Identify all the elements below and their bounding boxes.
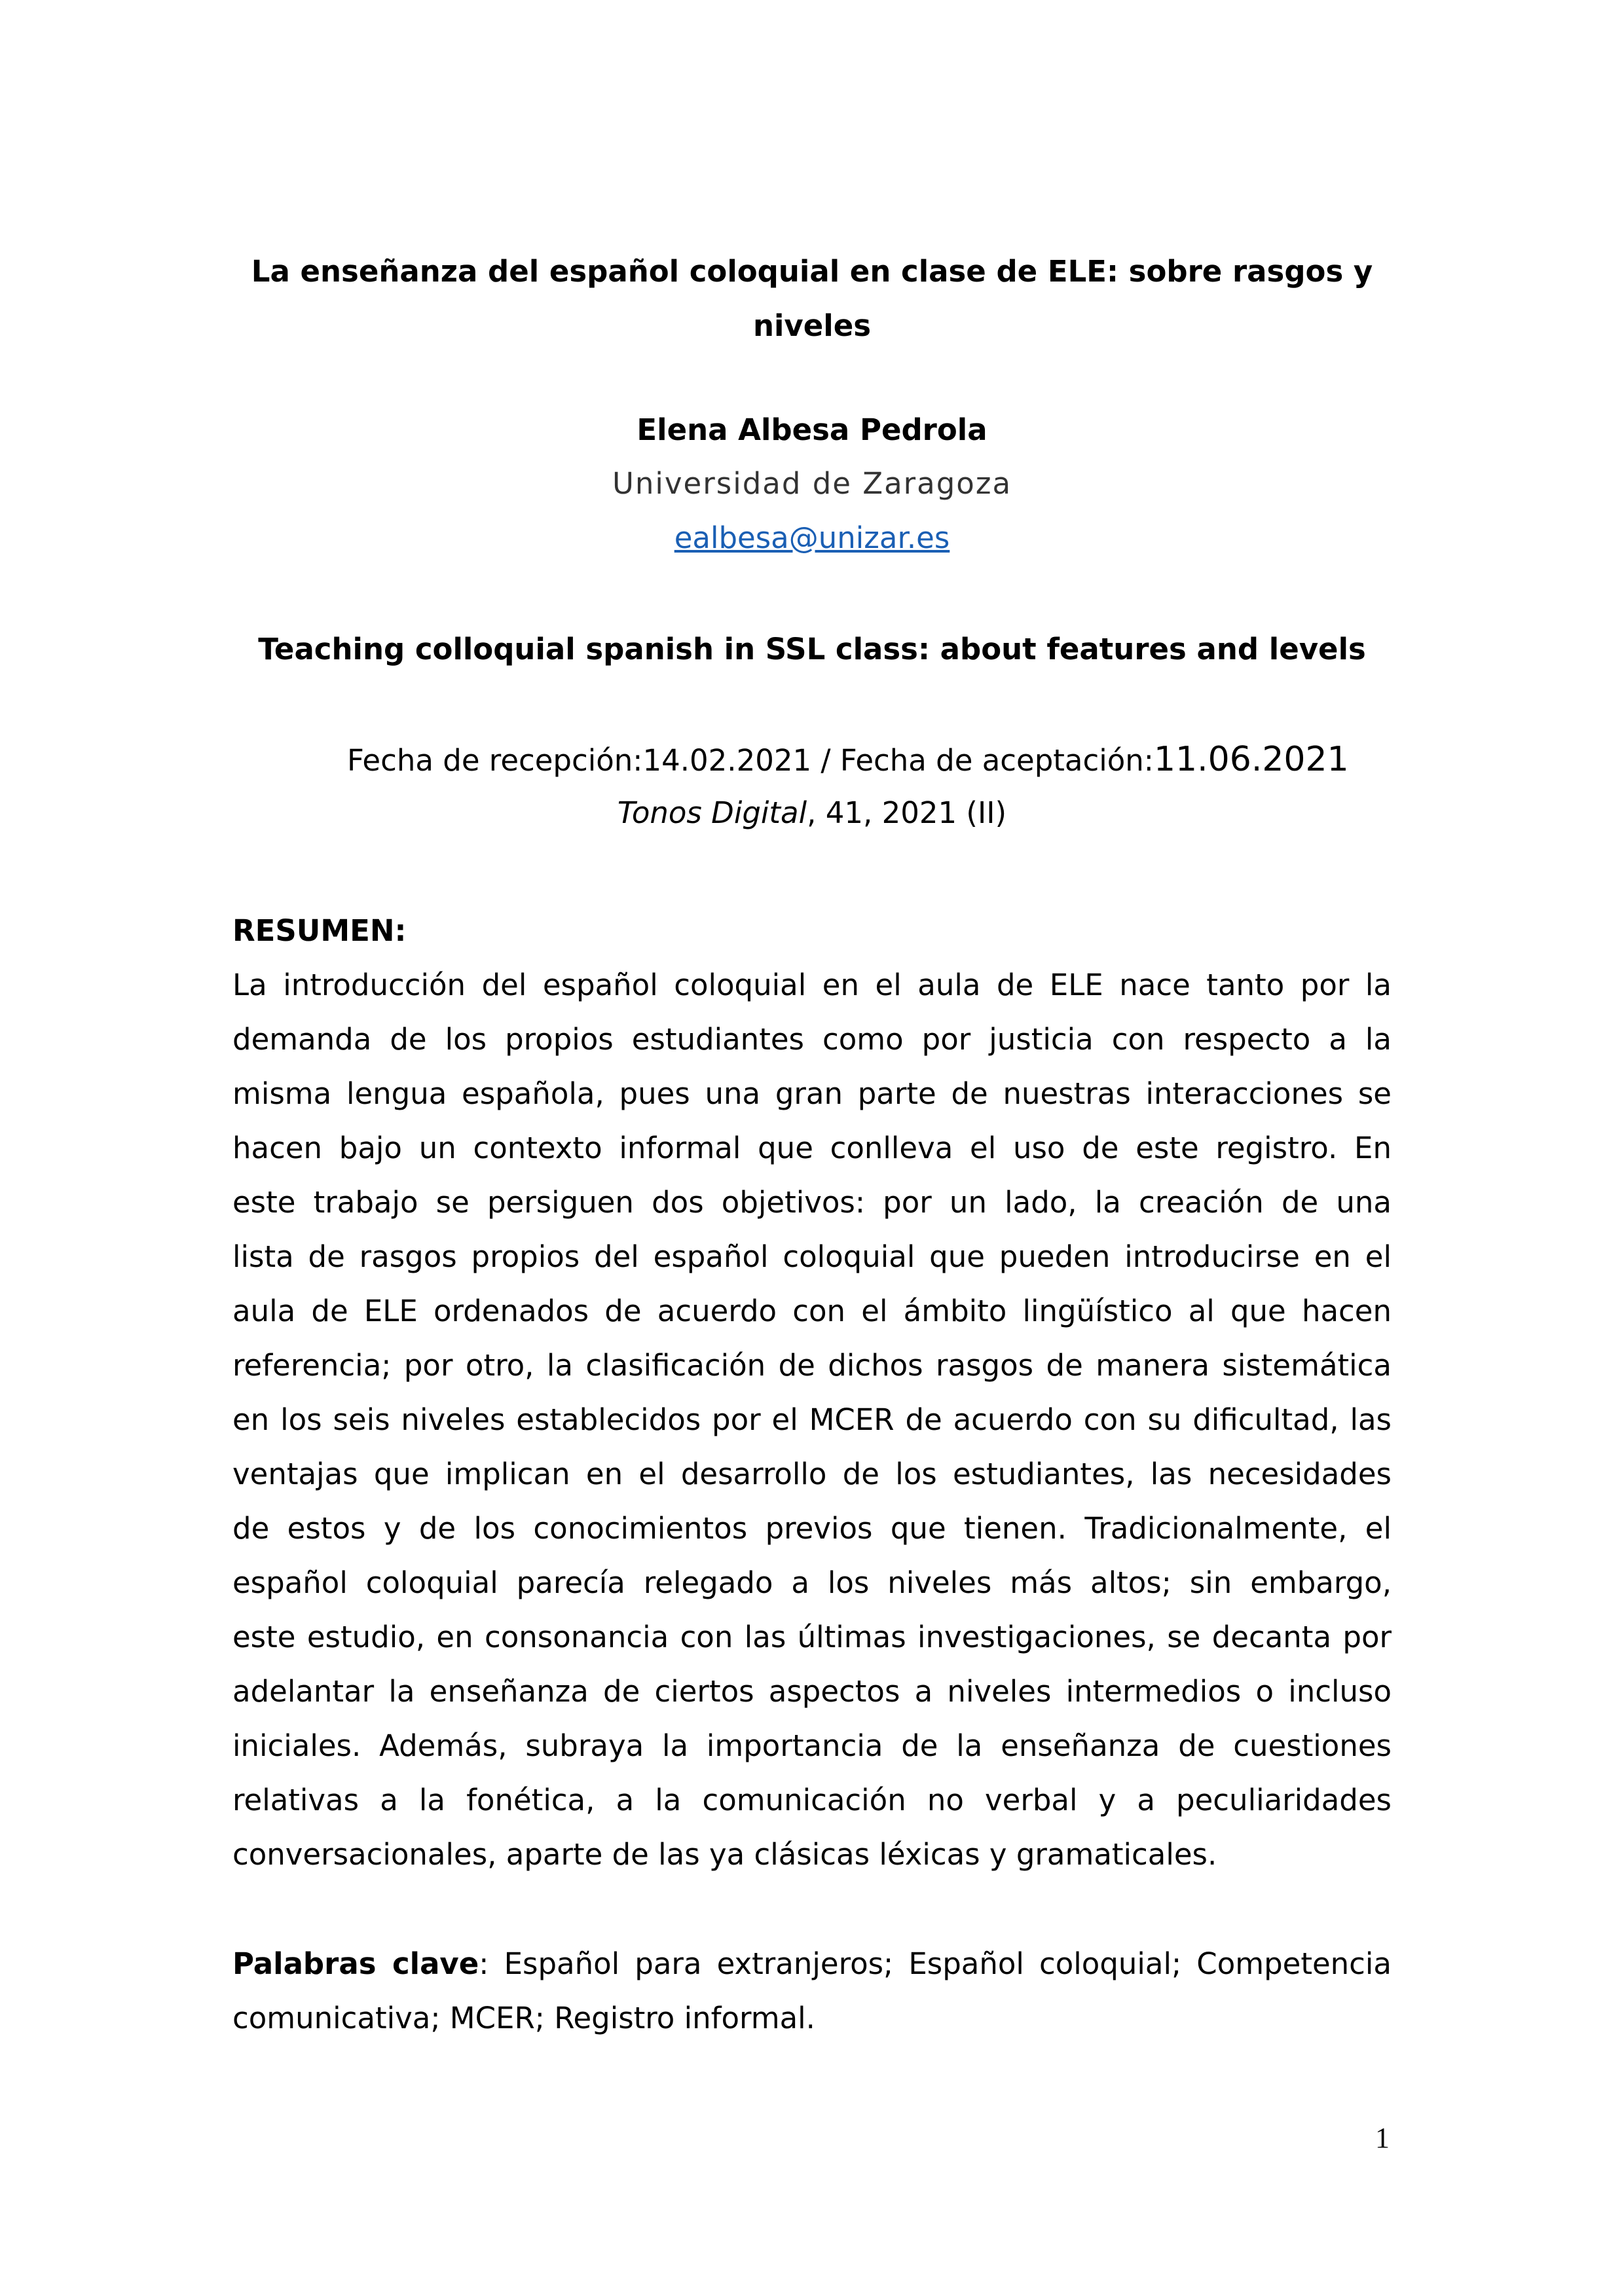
author-name: Elena Albesa Pedrola <box>637 412 987 447</box>
abstract-line: español coloquial parecía relegado a los niveles más altos; sin embargo, <box>232 1565 1392 1600</box>
article-title-line-1: La enseñanza del español coloquial en clase de ELE: sobre rasgos y <box>251 254 1373 289</box>
keywords-label: Palabras clave <box>232 1946 479 1981</box>
abstract-line: adelantar la enseñanza de ciertos aspectos a niveles intermedios o incluso <box>232 1674 1392 1709</box>
english-title: Teaching colloquial spanish in SSL class: about features and levels <box>258 632 1366 666</box>
dates-line <box>347 740 1392 779</box>
author-email-link[interactable]: ealbesa@unizar.es <box>674 520 950 555</box>
abstract-line: este trabajo se persiguen dos objetivos: por un lado, la creación de una <box>232 1185 1392 1220</box>
journal-name: Tonos Digital <box>617 795 807 830</box>
abstract-line: de estos y de los conocimientos previos que tienen. Tradicionalmente, el <box>232 1511 1392 1546</box>
reception-date: 14.02.2021 <box>642 743 812 778</box>
abstract-heading: RESUMEN: <box>232 913 407 948</box>
author-affiliation: Universidad de Zaragoza <box>612 466 1012 501</box>
abstract-line: en los seis niveles establecidos por el MCER de acuerdo con su dificultad, las <box>232 1402 1392 1437</box>
reception-label: Fecha de recepción: <box>347 743 643 778</box>
acceptance-label: Fecha de aceptación: <box>840 743 1154 778</box>
journal-details: , 41, 2021 (II) <box>807 795 1007 830</box>
abstract-line: este estudio, en consonancia con las últimas investigaciones, se decanta por <box>232 1620 1392 1654</box>
abstract-line: referencia; por otro, la clasificación de dichos rasgos de manera sistemática <box>232 1348 1392 1383</box>
abstract-line: misma lengua española, pues una gran parte de nuestras interacciones se <box>232 1076 1392 1111</box>
abstract-line: demanda de los propios estudiantes como por justicia con respecto a la <box>232 1022 1392 1057</box>
abstract-body <box>232 958 1392 1882</box>
abstract-line: ventajas que implican en el desarrollo de los estudiantes, las necesidades <box>232 1457 1392 1491</box>
keywords-line-2: comunicativa; MCER; Registro informal. <box>232 2001 815 2035</box>
dates-separator: / <box>811 743 840 778</box>
abstract-line: hacen bajo un contexto informal que conlleva el uso de este registro. En <box>232 1131 1392 1165</box>
abstract-line: iniciales. Además, subraya la importancia de la enseñanza de cuestiones <box>232 1728 1392 1763</box>
abstract-line: relativas a la fonética, a la comunicación no verbal y a peculiaridades <box>232 1783 1392 1817</box>
keywords-section <box>232 1937 1392 2045</box>
abstract-line: conversacionales, aparte de las ya clásicas léxicas y gramaticales. <box>232 1837 1217 1872</box>
article-title <box>232 244 1392 353</box>
abstract-line: aula de ELE ordenados de acuerdo con el ámbito lingüístico al que hacen <box>232 1294 1392 1328</box>
journal-reference <box>232 795 1392 830</box>
keywords-text-1: : Español para extranjeros; Español coloquial; Competencia <box>479 1946 1392 1981</box>
author-email-wrapper <box>232 520 1392 555</box>
abstract-line: lista de rasgos propios del español coloquial que pueden introducirse en el <box>232 1239 1392 1274</box>
acceptance-date: 11.06.2021 <box>1153 740 1349 779</box>
keywords-line-1 <box>232 1937 1392 1991</box>
abstract-line: La introducción del español coloquial en el aula de ELE nace tanto por la <box>232 968 1392 1002</box>
article-title-line-2: niveles <box>752 308 872 343</box>
abstract-section <box>232 903 1392 1882</box>
page-number: 1 <box>1375 2122 1390 2154</box>
